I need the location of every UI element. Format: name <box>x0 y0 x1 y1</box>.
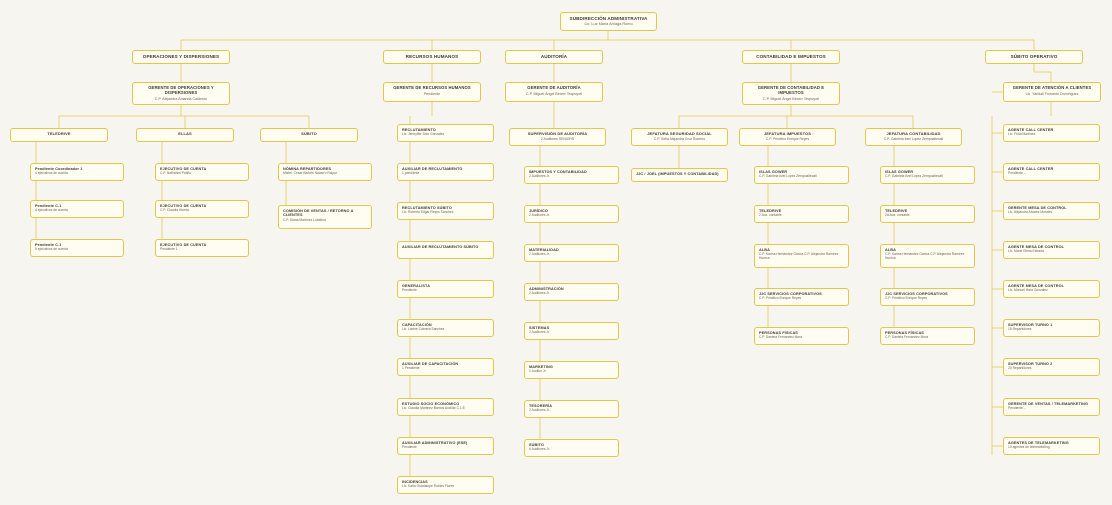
org-node-jim[interactable] <box>739 128 836 146</box>
org-node-title: NÓMINA REPARTIDORES <box>283 167 332 171</box>
org-node-subtitle: 2 Auditores Jr. <box>529 252 550 257</box>
org-node-jc-3[interactable] <box>880 244 975 268</box>
org-node-subtitle: Pendiente... <box>1008 406 1026 411</box>
org-node-subtitle: C.P. Miguel Ángel Bécerr Tecpoyotl <box>763 96 819 101</box>
org-node-title: EJECUTIVO DE CUENTA <box>160 204 207 208</box>
org-node-subtitle: C.P. Alejandra Amanda Calderón <box>154 96 208 101</box>
org-node-so-9[interactable] <box>1003 437 1100 455</box>
org-node-title: TELEDRIVE <box>47 131 71 136</box>
org-node-g-ci[interactable] <box>742 82 840 105</box>
org-node-subtitle: 1 pendiente <box>402 171 420 176</box>
org-node-ci[interactable] <box>742 50 840 64</box>
org-node-title: AUXILIAR DE RECLUTAMIENTO <box>402 167 463 171</box>
org-node-title: ESTUDIO SOCIO ECONÓMICO <box>402 402 460 406</box>
org-node-subtitle: 2 Auditores SENIORS <box>540 136 575 141</box>
org-node-el-1[interactable] <box>155 163 249 181</box>
org-node-subtitle: 2 Auditores Jr. <box>529 330 550 335</box>
org-node-title: Pendiente C.1 <box>35 204 62 208</box>
org-node-title: GERENTE DE ATENCIÓN A CLIENTES <box>1012 85 1092 90</box>
org-node-subtitle: Lic. Claudia Martinez Barrios Auxiliar C.1.E <box>402 406 465 411</box>
org-node-title: INCIDENCIAS <box>402 480 428 484</box>
org-node-ji-2[interactable] <box>754 205 849 223</box>
org-node-title: ISLAS GOWER <box>885 170 914 174</box>
org-node-subtitle: C.P. Gabriela Itzel Lopez Zempoaltecatl <box>885 174 943 179</box>
org-node-title: EJECUTIVO DE CUENTA <box>160 243 207 247</box>
org-node-title: ADMINISTRACIÓN <box>529 287 564 291</box>
org-node-subtitle: Pendiente <box>423 91 441 96</box>
org-node-ji-3[interactable] <box>754 244 849 268</box>
org-node-subtitle: C.P. Nathaniel Patiño <box>160 171 192 176</box>
org-node-title: OPERACIONES Y DISPERSIONES <box>142 54 220 59</box>
org-node-ji-5[interactable] <box>754 327 849 345</box>
org-node-subtitle: Lic. Jennyffer Soto Gonzalez <box>402 132 445 137</box>
org-node-subtitle: Lic. Frida Martinez <box>1008 132 1036 137</box>
org-node-g-op[interactable] <box>132 82 230 105</box>
org-node-so-3[interactable] <box>1003 202 1100 220</box>
org-node-title: JEFATURA CONTABILIDAD <box>886 131 941 136</box>
org-node-subtitle: C.P. Miguel Ángel Bécerr Tecpoyotl <box>526 91 582 96</box>
org-node-g-au[interactable] <box>505 82 603 102</box>
org-node-title: PERSONAS FÍSICAS <box>759 331 798 335</box>
org-node-title: RECLUTAMIENTO <box>402 128 436 132</box>
org-node-el-2[interactable] <box>155 200 249 218</box>
org-node-jc-1[interactable] <box>880 166 975 184</box>
org-node-rh-5[interactable] <box>397 280 494 298</box>
org-node-title: ALBA <box>759 248 770 252</box>
org-node-subtitle: C.P. Gabriela Itzel Lopez Zempoaltecatl <box>759 174 817 179</box>
org-node-title: TESORERÍA <box>529 404 553 408</box>
org-node-subtitle: 2 Aux. contable <box>759 213 782 218</box>
org-node-subtitle: Pendiente 1 <box>160 247 178 252</box>
org-node-title: GERENTE DE OPERACIONES Y DISPERSIONES <box>148 85 214 95</box>
org-node-so-6[interactable] <box>1003 319 1100 337</box>
org-node-jco[interactable] <box>865 128 962 146</box>
org-node-title: CAPACITACIÓN <box>402 323 432 327</box>
org-node-ji-1[interactable] <box>754 166 849 184</box>
org-node-sup-au[interactable] <box>509 128 606 146</box>
org-node-so-4[interactable] <box>1003 241 1100 259</box>
org-node-rh-10[interactable] <box>397 476 494 494</box>
org-node-subtitle: Lic. Luz María Arriaga Romo <box>584 22 633 27</box>
org-node-jc-2[interactable] <box>880 205 975 223</box>
org-node-subtitle: 6 Auditores Jr. <box>529 447 550 452</box>
org-node-subtitle: C.P. Daniela Fernandez Mora <box>759 335 803 340</box>
org-node-title: AGENTE CALL CENTER <box>1008 167 1054 171</box>
org-node-so-5[interactable] <box>1003 280 1100 298</box>
org-node-title: MATERIALIDAD <box>529 248 559 252</box>
org-node-title: J2C SERVICIOS CORPORATIVOS <box>759 292 822 296</box>
org-node-rh-3[interactable] <box>397 202 494 220</box>
org-node-title: GERENTE DE RECURSOS HUMANOS <box>393 85 471 90</box>
org-node-subtitle: C.P. Karina Hernández García C.P. Alejandra Ramírez Huerca <box>885 252 965 261</box>
org-node-title: IMPUESTOS Y CONTABILIDAD <box>529 170 587 174</box>
org-node-au-8[interactable] <box>524 439 619 457</box>
org-node-title: MARKETING <box>529 365 553 369</box>
org-node-subtitle: 2A Aux. contable <box>885 213 910 218</box>
org-node-so-1[interactable] <box>1003 124 1100 142</box>
org-node-title: GERENTE DE AUDITORÍA <box>527 85 581 90</box>
org-node-title: SUBDIRECCIÓN ADMINISTRATIVA <box>569 16 648 21</box>
org-node-subtitle: C.P. Gabriela Itzel Lopez Zempoaltecatl <box>883 136 944 141</box>
org-node-title: RECLUTAMIENTO SÚBITO <box>402 206 452 210</box>
org-node-g-so[interactable] <box>1003 82 1101 102</box>
org-node-subtitle: 2 Auditores Jr. <box>529 408 550 413</box>
org-node-rh-4[interactable] <box>397 241 494 259</box>
org-node-title: ISLAS GOWER <box>759 170 788 174</box>
org-node-jss[interactable] <box>631 128 728 146</box>
org-node-subtitle: C.P. Primitivo Enrique Reyes <box>765 136 810 141</box>
org-node-au[interactable] <box>505 50 603 64</box>
org-node-subtitle: 4 ejecutivos de cuenta <box>35 171 68 176</box>
org-node-au-5[interactable] <box>524 322 619 340</box>
org-node-op-2[interactable] <box>30 200 124 218</box>
org-node-title: TELEDRIVE <box>759 209 782 213</box>
org-node-title: JEFATURA IMPUESTOS <box>763 131 812 136</box>
org-node-subtitle: 2 Auditores Jr. <box>529 174 550 179</box>
org-node-title: GERENTE MESA DE CONTROL <box>1008 206 1067 210</box>
org-node-title: AUXILIAR ADMINISTRATIVO (ESE) <box>402 441 468 445</box>
org-node-subtitle: C.P. Primitivo Enrique Reyes <box>885 296 928 301</box>
org-node-subtitle: Lic. Lisene Cabrera Sanchez <box>402 327 445 332</box>
org-node-subtitle: Pendiente... <box>1008 171 1026 176</box>
org-node-root[interactable] <box>560 12 657 31</box>
org-node-title: AGENTE CALL CENTER <box>1008 128 1054 132</box>
org-node-subtitle: Lic. Yaridali Fumanto Domínguez <box>1025 91 1079 96</box>
org-node-title: SUPERVISIÓN DE AUDITORÍA <box>527 131 588 136</box>
org-node-subtitle: C.P. Primitivo Enrique Reyes <box>759 296 802 301</box>
org-node-op-3[interactable] <box>30 239 124 257</box>
org-node-g-rh[interactable] <box>383 82 481 102</box>
org-node-title: GENERALISTA <box>402 284 431 288</box>
org-node-jss-1[interactable] <box>631 168 728 182</box>
org-node-title: TELEDRIVE <box>885 209 908 213</box>
org-node-subito[interactable] <box>260 128 358 142</box>
org-node-subtitle: Lic. Roberto Edgar Reyes Sanchez <box>402 210 454 215</box>
org-node-au-3[interactable] <box>524 244 619 262</box>
org-node-title: PERSONAS FÍSICAS <box>885 331 924 335</box>
org-node-so[interactable] <box>985 50 1083 64</box>
org-node-el-3[interactable] <box>155 239 249 257</box>
org-node-subtitle: Mtstel. Cesar Barbés Navarro Rolpur <box>283 171 338 176</box>
org-node-title: ALBA <box>885 248 896 252</box>
org-node-subtitle: 2 Auditores Jr. <box>529 291 550 296</box>
org-node-rh-7[interactable] <box>397 358 494 376</box>
org-node-jc-4[interactable] <box>880 288 975 306</box>
org-node-subtitle: C.P. Daniela Fernandez Mora <box>885 335 929 340</box>
org-node-au-1[interactable] <box>524 166 619 184</box>
org-node-title: J2C / JOEL (IMPUESTOS Y CONTABILIDAD) <box>636 172 719 176</box>
org-node-ji-4[interactable] <box>754 288 849 306</box>
org-node-title: ELLAS <box>178 131 192 136</box>
org-node-subtitle: 15 Repartidores <box>1008 327 1032 332</box>
org-node-rh-9[interactable] <box>397 437 494 455</box>
org-node-subtitle: 4 ejecutivos de cuenta <box>35 208 68 213</box>
org-node-rh[interactable] <box>383 50 481 64</box>
org-node-rh-1[interactable] <box>397 124 494 142</box>
org-node-subtitle: Lic. Alejandra Alvarez Morales <box>1008 210 1053 215</box>
org-node-rh-2[interactable] <box>397 163 494 181</box>
org-node-jc-5[interactable] <box>880 327 975 345</box>
org-node-title: J2C SERVICIOS CORPORATIVOS <box>885 292 948 296</box>
org-node-ellas[interactable] <box>136 128 234 142</box>
org-node-title: CONTABILIDAD E IMPUESTOS <box>756 54 826 59</box>
org-node-so-8[interactable] <box>1003 398 1100 416</box>
org-node-subtitle: Lic. Marie Elena Estrada <box>1008 249 1044 254</box>
org-node-title: COMISIÓN DE VENTAS / RETORNO A CLIENTES <box>283 209 354 218</box>
org-node-title: EJECUTIVO DE CUENTA <box>160 167 207 171</box>
org-node-subtitle: 2 Auditores Jr. <box>529 213 550 218</box>
org-node-subtitle: 20 Repartidores <box>1008 366 1032 371</box>
org-node-title: Pendiente C.1 <box>35 243 62 247</box>
org-node-title: GERENTE DE CONTABILIDAD E IMPUESTOS <box>757 85 825 95</box>
org-node-sb-1[interactable] <box>278 163 372 181</box>
org-node-so-7[interactable] <box>1003 358 1100 376</box>
org-node-title: AGENTES DE TELEMARKETING <box>1008 441 1069 445</box>
org-node-subtitle: Pendiente <box>402 445 417 450</box>
org-node-rh-6[interactable] <box>397 319 494 337</box>
org-node-subtitle: C.P. Claudia Huerta <box>160 208 189 213</box>
org-node-au-2[interactable] <box>524 205 619 223</box>
org-node-title: AUXILIAR DE CAPACITACIÓN <box>402 362 459 366</box>
org-node-title: SÚBITO OPERATIVO <box>1010 54 1058 59</box>
org-node-title: SÚBITO <box>301 131 317 136</box>
org-node-title: Pendiente Coordinador 1 <box>35 167 83 171</box>
org-node-title: SÚBITO <box>529 443 544 447</box>
org-node-rh-8[interactable] <box>397 398 494 416</box>
org-node-title: AUXILIAR DE RECLUTAMIENTO SÚBITO <box>402 245 479 249</box>
org-node-title: AUDITORÍA <box>540 54 568 59</box>
org-node-subtitle: C.P. Diana Martínez Lobatina <box>283 217 326 222</box>
org-node-au-4[interactable] <box>524 283 619 301</box>
org-node-title: JURÍDICO <box>529 209 548 213</box>
org-node-subtitle: 1 Auditor Jr. <box>529 369 547 374</box>
org-node-subtitle: C.P. Sofía Alejandra Cruz Romero <box>653 136 706 141</box>
org-node-title: GERENTE DE VENTAS / TELEMARKETING <box>1008 402 1089 406</box>
org-node-subtitle: 1 Pendiente <box>402 366 420 371</box>
org-node-subtitle: C.P. Karina Hernández García C.P. Alejandra Ramírez Huerca <box>759 252 839 261</box>
org-node-subtitle: 5 ejecutivos de cuenta <box>35 247 68 252</box>
org-node-title: SUPERVISOR TURNO 2 <box>1008 362 1053 366</box>
org-node-au-7[interactable] <box>524 400 619 418</box>
org-node-op[interactable] <box>132 50 230 64</box>
org-node-subtitle: Pendiente <box>402 288 417 293</box>
org-node-sb-2[interactable] <box>278 205 372 229</box>
org-node-op-1[interactable] <box>30 163 124 181</box>
org-node-subtitle: Lic. Manuel Hara Gónzalez <box>1008 288 1048 293</box>
org-node-au-6[interactable] <box>524 361 619 379</box>
org-node-subtitle: Lic. Karla Guadalupe Robles Flores <box>402 484 455 489</box>
org-node-title: SISTEMAS <box>529 326 550 330</box>
org-node-teledrive[interactable] <box>10 128 108 142</box>
org-node-so-2[interactable] <box>1003 163 1100 181</box>
org-node-title: SUPERVISOR TURNO 1 <box>1008 323 1053 327</box>
org-node-title: JEFATURA SEGURIDAD SOCIAL <box>647 131 712 136</box>
org-node-title: AGENTE MESA DE CONTROL <box>1008 245 1065 249</box>
org-node-title: AGENTE MESA DE CONTROL <box>1008 284 1065 288</box>
org-node-subtitle: 10 agentes de telemarketing <box>1008 445 1050 450</box>
org-node-title: RECURSOS HUMANOS <box>405 54 459 59</box>
